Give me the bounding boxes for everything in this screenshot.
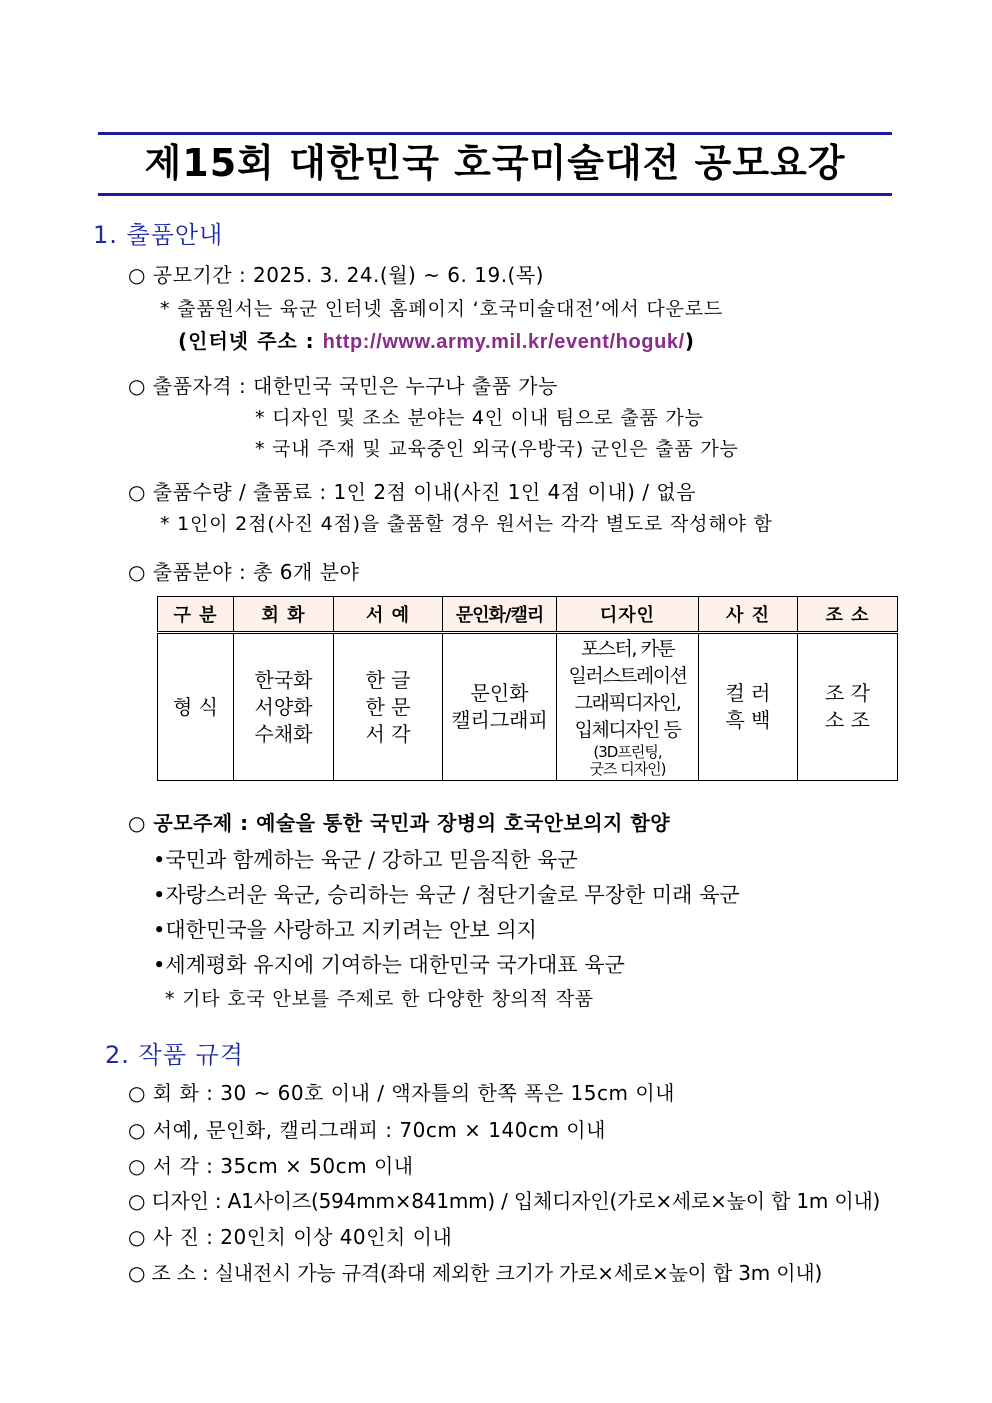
eligibility-note: * 국내 주재 및 교육중인 외국(우방국) 군인은 출품 가능: [255, 438, 739, 460]
cell-line: 포스터, 카툰: [580, 638, 675, 660]
cell-line: (3D프린팅,: [593, 743, 662, 761]
table-header-row: [158, 597, 898, 633]
cell-line: 한 문: [365, 694, 411, 719]
eligibility-item: ○ 출품자격 : 대한민국 국민은 누구나 출품 가능: [128, 374, 558, 398]
cell-line: 일러스트레이션: [568, 665, 687, 687]
url-suffix: ): [684, 329, 695, 353]
title-bottom-rule: [98, 193, 892, 196]
header-sculpture: 조 소: [798, 597, 898, 633]
theme-bullet: •대한민국을 사랑하고 지키려는 안보 의지: [153, 918, 537, 942]
cell-line: 굿즈 디자인): [589, 760, 666, 778]
spec-item: ○ 디자인 : A1사이즈(594mm×841mm) / 입체디자인(가로×세로×높이 합 1m 이내): [128, 1189, 881, 1213]
cell-line: 입체디자인 등: [574, 719, 681, 741]
homepage-url-line: [178, 328, 952, 355]
theme-bullet: •국민과 함께하는 육군 / 강하고 믿음직한 육군: [153, 848, 578, 872]
cell-line: 컬 러: [725, 681, 771, 705]
cell-photo: [699, 633, 798, 781]
cell-painting: [234, 633, 334, 781]
header-design: 디자인: [557, 597, 699, 633]
cell-line: 흑 백: [725, 708, 771, 732]
document-title: 제15회 대한민국 호국미술대전 공모요강: [144, 141, 846, 185]
theme-bullet: •자랑스러운 육군, 승리하는 육군 / 첨단기술로 무장한 미래 육군: [153, 883, 740, 907]
cell-line: 그래픽디자인,: [574, 692, 681, 714]
quantity-note: * 1인이 2점(사진 4점)을 출품할 경우 원서는 각각 별도로 작성해야 함: [160, 513, 773, 535]
cell-design: [557, 633, 699, 781]
header-photo: 사 진: [699, 597, 798, 633]
table-row: [158, 633, 898, 781]
theme-note: * 기타 호국 안보를 주제로 한 다양한 창의적 작품: [165, 988, 594, 1010]
section-1-heading: 1. 출품안내: [93, 221, 224, 249]
spec-item: ○ 조 소 : 실내전시 가능 규격(좌대 제외한 크기가 가로×세로×높이 합 3m 이내): [128, 1261, 823, 1285]
cell-line: 한 글: [365, 667, 411, 692]
period-download-note: * 출품원서는 육군 인터넷 홈페이지 ‘호국미술대전’에서 다운로드: [160, 298, 724, 320]
cell-line: 수채화: [254, 721, 313, 746]
theme-bullet: •세계평화 유지에 기여하는 대한민국 국가대표 육군: [153, 953, 625, 977]
header-calligraphy: 서 예: [334, 597, 443, 633]
cell-line: 캘리그래피: [451, 708, 548, 732]
spec-item: ○ 서예, 문인화, 캘리그래피 : 70cm × 140cm 이내: [128, 1118, 606, 1142]
cell-line: 조 각: [825, 681, 870, 705]
cell-line: 서양화: [254, 694, 313, 719]
quantity-item: ○ 출품수량 / 출품료 : 1인 2점 이내(사진 1인 4점 이내) / 없음: [128, 480, 697, 504]
title-top-rule: [98, 132, 892, 135]
header-literati-calli: 문인화/캘리: [443, 597, 557, 633]
cell-sculpture: [798, 633, 898, 781]
spec-item: ○ 사 진 : 20인치 이상 40인치 이내: [128, 1225, 453, 1249]
cell-line: 한국화: [254, 667, 313, 692]
theme-item: ○ 공모주제 : 예술을 통한 국민과 장병의 호국안보의지 함양: [128, 811, 671, 835]
period-item: ○ 공모기간 : 2025. 3. 24.(월) ~ 6. 19.(목): [128, 263, 544, 287]
spec-item: ○ 서 각 : 35cm × 50cm 이내: [128, 1154, 414, 1178]
cell-literati-calli: [443, 633, 557, 781]
eligibility-note: * 디자인 및 조소 분야는 4인 이내 팀으로 출품 가능: [255, 407, 704, 429]
fields-table: [157, 596, 898, 781]
spec-item: ○ 회 화 : 30 ~ 60호 이내 / 액자틀의 한쪽 폭은 15cm 이내: [128, 1081, 675, 1105]
url-prefix: (인터넷 주소 :: [178, 329, 323, 353]
section-2-heading: 2. 작품 규격: [105, 1041, 244, 1069]
fields-item: ○ 출품분야 : 총 6개 분야: [128, 560, 360, 584]
cell-line: 서 각: [365, 721, 411, 746]
cell-calligraphy: [334, 633, 443, 781]
cell-line: 문인화: [470, 681, 529, 705]
header-painting: 회 화: [234, 597, 334, 633]
cell-line: 소 조: [825, 708, 870, 732]
row-label-format: 형 식: [158, 633, 234, 781]
homepage-url: http://www.army.mil.kr/event/hoguk/: [322, 331, 685, 353]
header-category: 구 분: [158, 597, 234, 633]
